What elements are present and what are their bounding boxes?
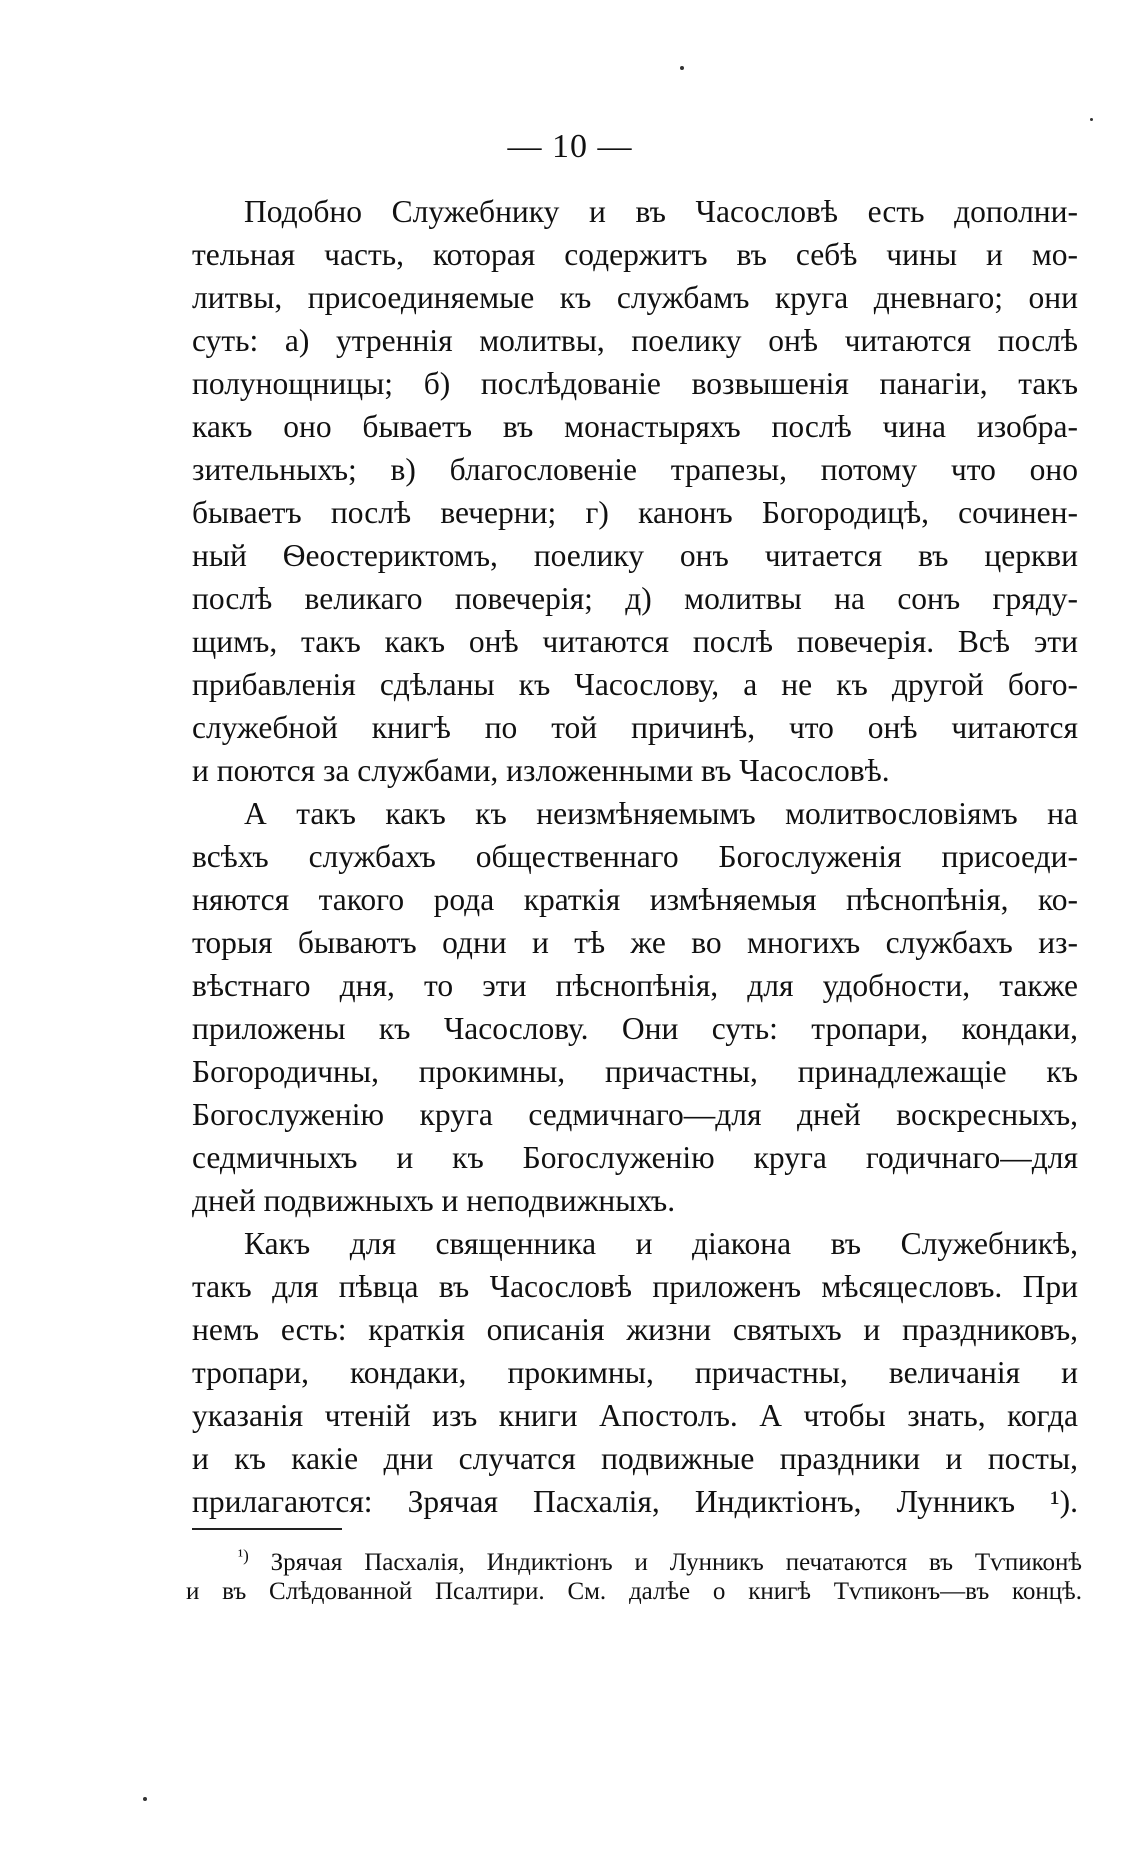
footnote-line	[186, 1538, 1082, 1574]
scan-speck	[1090, 118, 1093, 121]
text-line: седмичныхъ и къ Богослуженію круга годичнаго—для	[192, 1140, 1078, 1175]
text-line: Подобно Служебнику и въ Часословѣ есть дополни-	[244, 194, 1078, 229]
text-line: прибавленія сдѣланы къ Часослову, а не къ другой бого-	[192, 667, 1078, 702]
text-line: щимъ, такъ какъ онѣ читаются послѣ повечерія. Всѣ эти	[192, 624, 1078, 659]
text-line: и поются за службами, изложенными въ Часословѣ.	[192, 753, 890, 788]
text-line: суть: а) утреннія молитвы, поелику онѣ читаются послѣ	[192, 323, 1078, 358]
text-line: указанія чтеній изъ книги Апостолъ. А чтобы знать, когда	[192, 1398, 1078, 1433]
text-line: Богослуженію круга седмичнаго—для дней воскресныхъ,	[192, 1097, 1078, 1132]
text-line: Какъ для священника и діакона въ Служебникѣ,	[244, 1226, 1078, 1261]
text-line: полунощницы; б) послѣдованіе возвышенія панагіи, такъ	[192, 366, 1078, 401]
text-line: служебной книгѣ по той причинѣ, что онѣ читаются	[192, 710, 1078, 745]
page-number: — 10 —	[507, 128, 633, 165]
text-line: вѣстнаго дня, то эти пѣснопѣнія, для удобности, также	[192, 968, 1078, 1003]
text-line: зительныхъ; в) благословеніе трапезы, потому что оно	[192, 452, 1078, 487]
text-line: Богородичны, прокимны, причастны, принадлежащіе къ	[192, 1054, 1078, 1089]
paragraph-1	[192, 190, 1078, 792]
main-text	[192, 190, 1078, 1523]
scan-speck	[680, 66, 684, 70]
paragraph-2	[192, 792, 1078, 1222]
text-line: тельная часть, которая содержитъ въ себѣ чины и мо-	[192, 237, 1078, 272]
text-line: послѣ великаго повечерія; д) молитвы на сонъ грядy-	[192, 581, 1078, 616]
text-line: такъ для пѣвца въ Часословѣ приложенъ мѣсяцесловъ. При	[192, 1269, 1078, 1304]
text-line: дней подвижныхъ и неподвижныхъ.	[192, 1183, 676, 1218]
text-line: прилагаются: Зрячая Пасхалія, Индиктіонъ, Лунникъ ¹).	[192, 1484, 1078, 1519]
text-line: всѣхъ службахъ общественнаго Богослуженія присоеди-	[192, 839, 1078, 874]
paragraph-3	[192, 1222, 1078, 1523]
text-line: торыя бываютъ одни и тѣ же во многихъ службахъ из-	[192, 925, 1078, 960]
footnote-marker: ¹)	[238, 1546, 249, 1565]
footnote	[186, 1538, 1082, 1610]
text-line: и къ какіе дни случатся подвижные праздники и посты,	[192, 1441, 1078, 1476]
text-line: няются такого рода краткія измѣняемыя пѣснопѣнія, ко-	[192, 882, 1078, 917]
text-line: А такъ какъ къ неизмѣняемымъ молитвословіямъ на	[244, 796, 1078, 831]
text-line: бываетъ послѣ вечерни; г) канонъ Богородицѣ, сочинен-	[192, 495, 1078, 530]
text-line: какъ оно бываетъ въ монастыряхъ послѣ чина изобра-	[192, 409, 1078, 444]
scan-speck	[143, 1797, 147, 1801]
footnote-line: и въ Слѣдованной Псалтири. См. далѣе о книгѣ Тѵпиконъ—въ концѣ.	[186, 1578, 1082, 1605]
footnote-text: Зрячая Пасхалія, Индиктіонъ и Лунникъ печатаются въ Тѵпиконѣ	[270, 1549, 1083, 1576]
text-line: литвы, присоединяемые къ службамъ круга дневнаго; они	[192, 280, 1078, 315]
text-line: приложены къ Часослову. Они суть: тропари, кондаки,	[192, 1011, 1078, 1046]
text-line: ный Ѳеостериктомъ, поелику онъ читается въ церкви	[192, 538, 1078, 573]
text-line: немъ есть: краткія описанія жизни святыхъ и праздниковъ,	[192, 1312, 1078, 1347]
text-line: тропари, кондаки, прокимны, причастны, величанія и	[192, 1355, 1078, 1390]
footnote-divider	[192, 1528, 342, 1530]
